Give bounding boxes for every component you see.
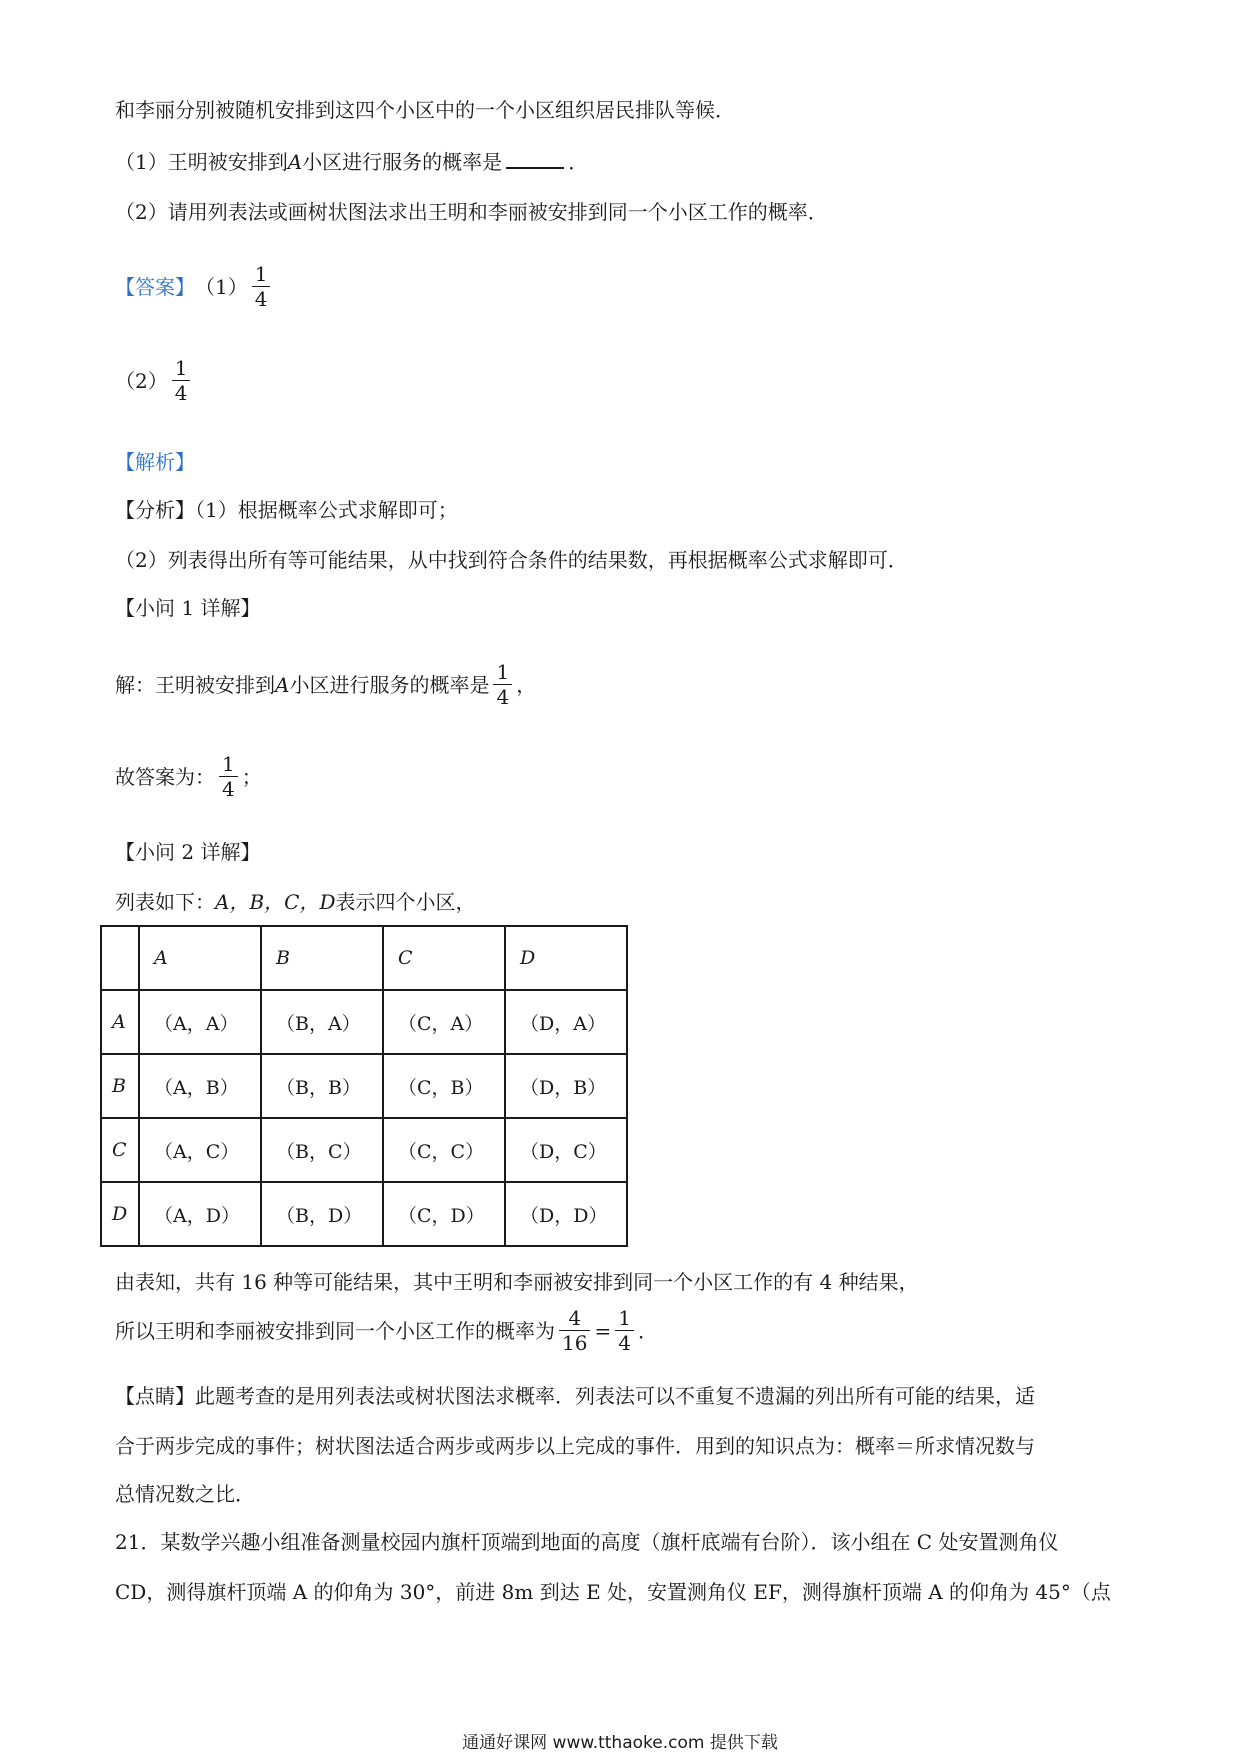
table-intro-prefix: 列表如下： [115, 890, 215, 914]
result-prefix: 所以王明和李丽被安排到同一个小区工作的概率为 [115, 1318, 555, 1343]
table-cell: （D，D） [505, 1182, 627, 1246]
result-fraction-2 [615, 1306, 634, 1355]
table-cell: （B，B） [261, 1054, 383, 1118]
row-label-cell: A [101, 990, 139, 1054]
solution-prefix: 解：王明被安排到 [115, 672, 275, 697]
table-cell: （C，C） [383, 1118, 505, 1182]
fraction-denominator: 4 [496, 685, 510, 709]
table-cell: （A，A） [139, 990, 261, 1054]
table-cell: （D，C） [505, 1118, 627, 1182]
analysis-label: 【解析】 [115, 450, 195, 474]
row-label-cell: B [101, 1054, 139, 1118]
fraction-denominator: 16 [562, 1331, 588, 1355]
analysis-line-2: （2）列表得出所有等可能结果，从中找到符合条件的结果数，再根据概率公式求解即可． [115, 548, 908, 572]
table-header-cell: C [383, 926, 505, 990]
final-answer-fraction [219, 752, 238, 801]
table-cell: （C，A） [383, 990, 505, 1054]
solution-end: ， [516, 672, 537, 697]
table-intro-suffix: 表示四个小区， [335, 890, 476, 914]
table-header-cell: D [505, 926, 627, 990]
sub-question-2-label: 【小问 2 详解】 [115, 840, 261, 864]
analysis-line-1 [115, 496, 458, 524]
q1-var: A [287, 150, 303, 174]
fraction-denominator: 4 [254, 287, 268, 311]
sub-question-1-answer [115, 752, 262, 801]
comment-text: 此题考查的是用列表法或树状图法求概率．列表法可以不重复不遗漏的列出所有可能的结果，适 [195, 1384, 1035, 1408]
answer-row-2 [115, 356, 194, 405]
answer-blank [506, 149, 564, 169]
final-answer-prefix: 故答案为： [115, 764, 215, 789]
analysis-text: （1）根据概率公式求解即可； [195, 498, 458, 522]
comment-line-2: 合于两步完成的事件；树状图法适合两步或两步以上完成的事件．用到的知识点为：概率＝所求情况数与 [115, 1434, 1035, 1458]
q1-suffix: 小区进行服务的概率是 [302, 150, 503, 174]
solution-var: A [275, 672, 290, 697]
intro-line: 和李丽分别被随机安排到这四个小区中的一个小区组织居民排队等候． [115, 98, 735, 122]
result-end: ． [637, 1318, 658, 1343]
question-21-line-2: CD，测得旗杆顶端 A 的仰角为 30°，前进 8m 到达 E 处，安置测角仪 EF，测得旗杆顶端 A 的仰角为 45°（点 [115, 1580, 1111, 1604]
question-1 [115, 148, 588, 176]
sub-question-1-solution [115, 660, 536, 709]
answer-part-2-label: （2） [115, 368, 168, 393]
outcome-table [100, 925, 628, 1247]
question-21-line-1: 21．某数学兴趣小组准备测量校园内旗杆顶端到地面的高度（旗杆底端有台阶）．该小组在 C 处安置测角仪 [115, 1530, 1059, 1554]
page-footer: 通通好课网 www.tthaoke.com 提供下载 [462, 1733, 778, 1753]
fraction-numerator: 1 [174, 356, 188, 380]
answer-label: 【答案】 [115, 274, 195, 299]
table-header-row [101, 926, 627, 990]
sub-question-1-label: 【小问 1 详解】 [115, 596, 261, 620]
fraction-numerator: 1 [618, 1306, 631, 1330]
table-cell: （D，B） [505, 1054, 627, 1118]
row-label-cell: C [101, 1118, 139, 1182]
equals-sign: = [594, 1318, 612, 1343]
table-cell: （A，D） [139, 1182, 261, 1246]
fraction-numerator: 4 [568, 1306, 582, 1330]
fraction-numerator: 1 [222, 752, 235, 776]
table-row [101, 1054, 627, 1118]
fraction-denominator: 4 [174, 381, 188, 405]
q1-end: ． [568, 150, 589, 174]
table-corner-cell [101, 926, 139, 990]
fraction-denominator: 4 [222, 777, 235, 801]
answer-fraction-2 [172, 356, 191, 405]
table-cell: （D，A） [505, 990, 627, 1054]
table-cell: （C，B） [383, 1054, 505, 1118]
table-row [101, 1118, 627, 1182]
fraction-numerator: 1 [254, 262, 268, 286]
fraction-numerator: 1 [496, 660, 510, 684]
table-cell: （A，B） [139, 1054, 261, 1118]
table-row [101, 1182, 627, 1246]
row-label-cell: D [101, 1182, 139, 1246]
table-cell: （B，D） [261, 1182, 383, 1246]
comment-line-3: 总情况数之比． [115, 1482, 255, 1506]
comment-line-1 [115, 1382, 1035, 1410]
solution-fraction [493, 660, 512, 709]
table-header-cell: A [139, 926, 261, 990]
final-answer-end: ； [241, 764, 262, 789]
solution-suffix: 小区进行服务的概率是 [289, 672, 490, 697]
answer-fraction-1 [252, 262, 271, 311]
table-cell: （B，A） [261, 990, 383, 1054]
result-line-1: 由表知，共有 16 种等可能结果，其中王明和李丽被安排到同一个小区工作的有 4 种结果， [115, 1270, 919, 1294]
analysis-sub-label: 【分析】 [115, 498, 195, 522]
table-cell: （C，D） [383, 1182, 505, 1246]
comment-label: 【点睛】 [115, 1384, 195, 1408]
table-intro-vars: A，B，C，D [215, 890, 336, 914]
answer-row-1 [115, 262, 274, 311]
table-intro [115, 888, 475, 916]
fraction-denominator: 4 [618, 1331, 631, 1355]
result-line-2 [115, 1306, 658, 1355]
question-2: （2）请用列表法或画树状图法求出王明和李丽被安排到同一个小区工作的概率． [115, 200, 828, 224]
q1-prefix: （1）王明被安排到 [115, 150, 288, 174]
table-cell: （A，C） [139, 1118, 261, 1182]
table-header-cell: B [261, 926, 383, 990]
table-cell: （B，C） [261, 1118, 383, 1182]
result-fraction-1 [559, 1306, 590, 1355]
table-row [101, 990, 627, 1054]
answer-part-1-label: （1） [195, 274, 248, 299]
